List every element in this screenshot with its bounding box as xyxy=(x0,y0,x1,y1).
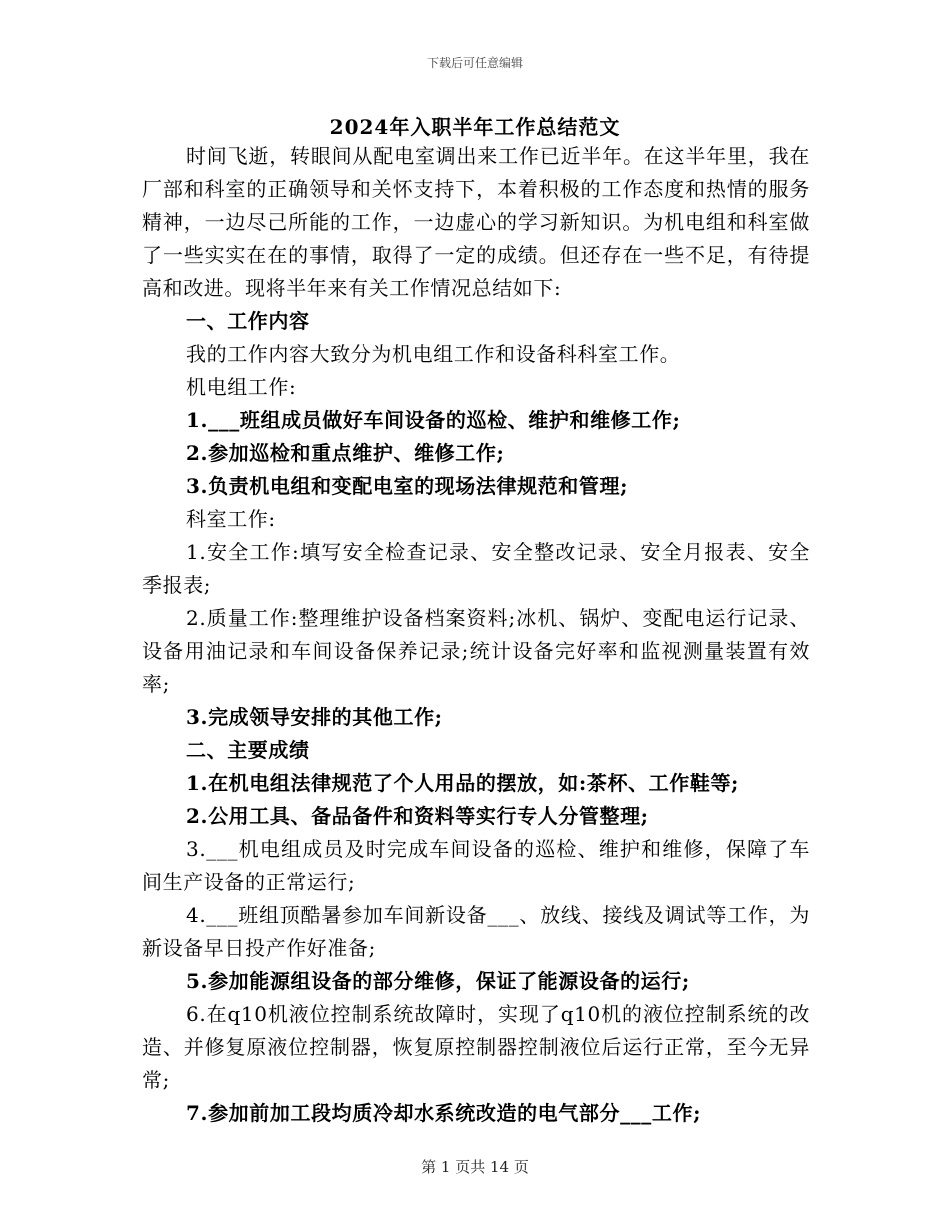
paragraph: 3.完成领导安排的其他工作; xyxy=(186,705,443,729)
paragraph: 我的工作内容大致分为机电组工作和设备科科室工作。 xyxy=(186,342,681,366)
paragraph: 一、工作内容 xyxy=(186,309,310,333)
paragraph: 科室工作: xyxy=(186,507,276,531)
paragraph: 7.参加前加工段均质冷却水系统改造的电气部分___工作; xyxy=(186,1101,702,1125)
paragraph: 1.安全工作:填写安全检查记录、安全整改记录、安全月报表、安全季报表; xyxy=(142,540,810,597)
paragraph: 6.在q10机液位控制系统故障时，实现了q10机的液位控制系统的改造、并修复原液位控制器，恢复原控制器控制液位后运行正常，至今无异常; xyxy=(142,1002,810,1092)
paragraph: 二、主要成绩 xyxy=(186,738,310,762)
paragraph: 1.___班组成员做好车间设备的巡检、维护和维修工作; xyxy=(186,408,681,432)
paragraph: 3.负责机电组和变配电室的现场法律规范和管理; xyxy=(186,474,629,498)
paragraph: 机电组工作: xyxy=(186,375,297,399)
paragraph: 1.在机电组法律规范了个人用品的摆放，如:茶杯、工作鞋等; xyxy=(186,771,740,795)
paragraph: 3.___机电组成员及时完成车间设备的巡检、维护和维修，保障了车间生产设备的正常运行; xyxy=(142,837,810,894)
paragraph: 时间飞逝，转眼间从配电室调出来工作已近半年。在这半年里，我在厂部和科室的正确领导和关怀支持下，本着积极的工作态度和热情的服务精神，一边尽己所能的工作，一边虚心的学习新知识。为机电组和科室做了一些实实在在的事情，取得了一定的成绩。但还存在一些不足，有待提高和改进。现将半年来有关工作情况总结如下: xyxy=(142,144,810,300)
paragraph: 2.公用工具、备品备件和资料等实行专人分管整理; xyxy=(186,804,649,828)
paragraph: 5.参加能源组设备的部分维修，保证了能源设备的运行; xyxy=(186,969,690,993)
page-header-note: 下载后可任意编辑 xyxy=(426,56,523,70)
document-title: 2024年入职半年工作总结范文 xyxy=(329,115,621,139)
paragraph: 2.质量工作:整理维护设备档案资料;冰机、锅炉、变配电运行记录、设备用油记录和车间设备保养记录;统计设备完好率和监视测量装置有效率; xyxy=(142,606,810,696)
page-number-footer: 第 1 页共 14 页 xyxy=(421,1158,529,1176)
paragraph: 4.___班组顶酷暑参加车间新设备___、放线、接线及调试等工作，为新设备早日投产作好准备; xyxy=(142,903,810,960)
document-body xyxy=(142,140,810,1130)
paragraph: 2.参加巡检和重点维护、维修工作; xyxy=(186,441,505,465)
